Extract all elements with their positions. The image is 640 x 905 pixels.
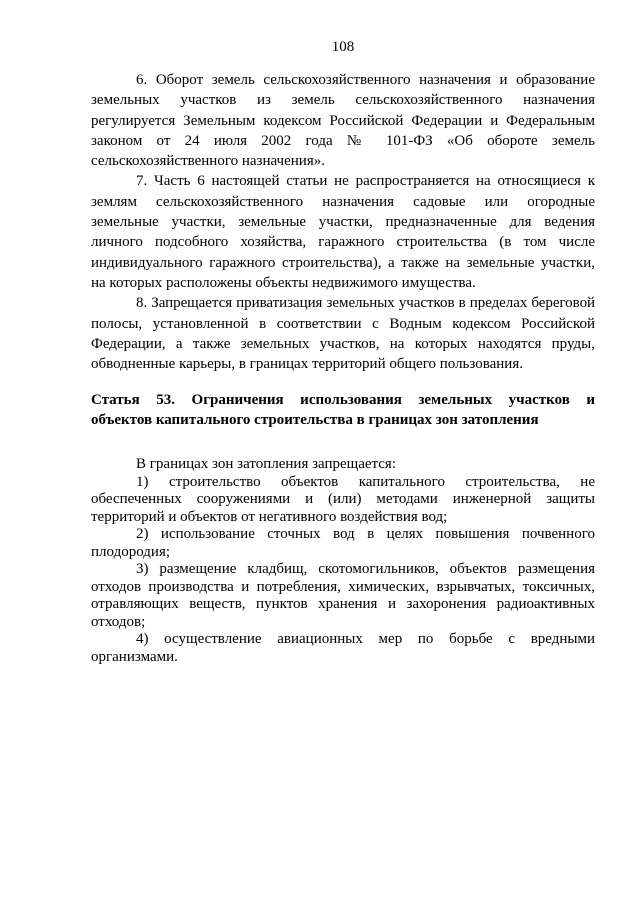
paragraph-line: личного подсобного хозяйства, гаражного строительства (в том числе	[91, 234, 595, 251]
list-intro: В границах зон затопления запрещается:	[136, 456, 396, 472]
paragraph-8	[91, 293, 595, 374]
paragraph-line: на которых расположены объекты недвижимого имущества.	[91, 274, 476, 291]
paragraph-line: землям сельскохозяйственного назначения садовые или огородные	[91, 193, 595, 210]
list-item-line: отходов;	[91, 613, 146, 630]
list-item-line: 3) размещение кладбищ, скотомогильников, объектов размещения	[136, 561, 595, 577]
paragraph-line: 8. Запрещается приватизация земельных участков в пределах береговой	[136, 295, 595, 312]
page-number: 108	[331, 39, 355, 55]
paragraph-line: сельскохозяйственного назначения».	[91, 153, 325, 170]
list-item-line: организмами.	[91, 648, 178, 665]
list-item-line: 1) строительство объектов капитального строительства, не	[136, 473, 595, 490]
paragraphs-block	[91, 70, 595, 374]
list-item-line: отравляющих веществ, пунктов хранения и захоронения радиоактивных	[91, 596, 595, 612]
list-item-line: плодородия;	[91, 543, 171, 560]
paragraph-line: обводненные карьеры, в границах территорий общего пользования.	[91, 356, 523, 373]
paragraph-7	[91, 171, 595, 293]
heading-line: Статья 53. Ограничения использования земельных участков и	[91, 392, 595, 408]
list-item-line: территорий и объектов от негативного воздействия вод;	[91, 508, 448, 525]
list-item-line: обеспеченных сооружениями и (или) методами инженерной защиты	[91, 491, 595, 507]
article-body	[91, 456, 595, 666]
paragraph-line: 6. Оборот земель сельскохозяйственного назначения и образование	[136, 72, 595, 88]
list-item-line: 2) использование сточных вод в целях повышения почвенного	[136, 526, 595, 542]
paragraph-line: полосы, установленной в соответствии с Водным кодексом Российской	[91, 315, 595, 332]
list-item-1	[91, 474, 595, 527]
list-item-line: отходов производства и потребления, химических, взрывчатых, токсичных,	[91, 578, 595, 595]
paragraph-line: законом от 24 июля 2002 года № 101-ФЗ «Об обороте земель	[91, 132, 595, 149]
paragraph-line: Федерации, а также земельных участков, на которых находятся пруды,	[91, 335, 595, 352]
heading-line: объектов капитального строительства в границах зон затопления	[91, 412, 539, 428]
list-item-2	[91, 526, 595, 561]
paragraph-line: регулируется Земельным кодексом Российской Федерации и Федеральным	[91, 112, 595, 129]
list-item-4	[91, 631, 595, 666]
paragraph-line: земельных участков из земель сельскохозяйственного назначения	[91, 92, 595, 109]
paragraph-line: индивидуального гаражного строительства), а также на земельные участки,	[91, 254, 595, 271]
list-item-line: 4) осуществление авиационных мер по борьбе с вредными	[136, 631, 595, 647]
list-item-3	[91, 561, 595, 631]
paragraph-line: 7. Часть 6 настоящей статьи не распространяется на относящиеся к	[136, 173, 595, 190]
article-heading	[91, 390, 595, 430]
paragraph-line: земельные участки, земельные участки, предназначенные для ведения	[91, 214, 595, 231]
paragraph-6	[91, 70, 595, 171]
